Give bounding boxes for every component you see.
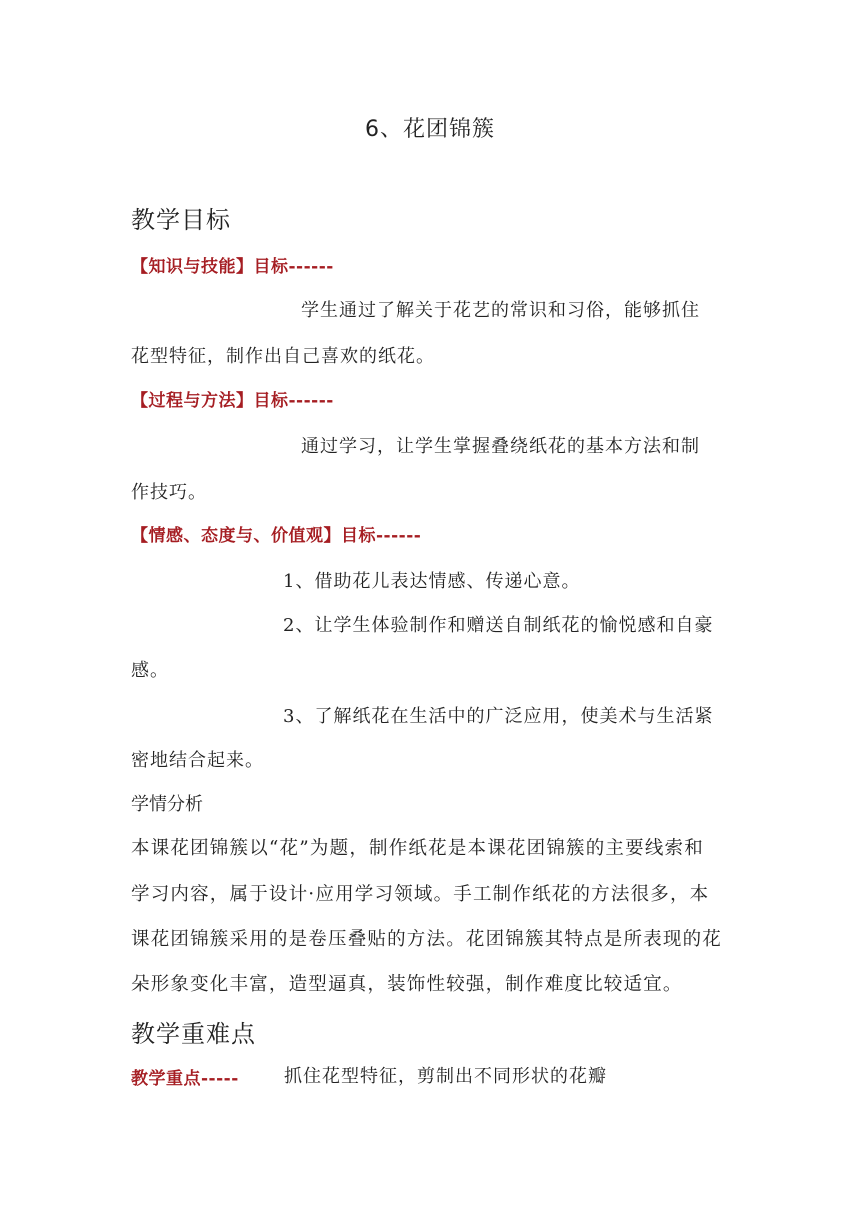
- label-emotion: 【情感、态度与、价值观】目标------: [131, 526, 422, 546]
- emotion-item2-line1: 2、让学生体验制作和赠送自制纸花的愉悦感和自豪: [283, 615, 714, 636]
- emotion-item2-line2: 感。: [131, 660, 169, 681]
- document-title: 6、花团锦簇: [365, 117, 495, 142]
- heading-analysis: 学情分析: [131, 794, 203, 815]
- label-knowledge: 【知识与技能】目标------: [131, 257, 334, 277]
- heading-objectives: 教学目标: [131, 206, 231, 234]
- analysis-line3: 课花团锦簇采用的是卷压叠贴的方法。花团锦簇其特点是所表现的花: [131, 929, 723, 950]
- label-key-points: 教学重点-----: [131, 1069, 239, 1089]
- emotion-item1: 1、借助花儿表达情感、传递心意。: [283, 571, 581, 592]
- knowledge-text-line1: 学生通过了解关于花艺的常识和习俗，能够抓住: [301, 300, 700, 321]
- label-process: 【过程与方法】目标------: [131, 391, 334, 411]
- process-text-line1: 通过学习，让学生掌握叠绕纸花的基本方法和制: [301, 436, 700, 457]
- analysis-line4: 朵形象变化丰富，造型逼真，装饰性较强，制作难度比较适宜。: [131, 974, 683, 995]
- knowledge-text-line2: 花型特征，制作出自己喜欢的纸花。: [131, 346, 435, 367]
- process-text-line2: 作技巧。: [131, 482, 207, 503]
- emotion-item3-line2: 密地结合起来。: [131, 750, 264, 771]
- emotion-item3-line1: 3、了解纸花在生活中的广泛应用，使美术与生活紧: [283, 706, 714, 727]
- analysis-line2: 学习内容，属于设计·应用学习领域。手工制作纸花的方法很多，本: [131, 884, 710, 905]
- analysis-line1: 本课花团锦簇以“花”为题，制作纸花是本课花团锦簇的主要线索和: [131, 838, 704, 859]
- heading-key-points: 教学重难点: [131, 1020, 256, 1048]
- key-points-text: 抓住花型特征，剪制出不同形状的花瓣: [284, 1066, 607, 1087]
